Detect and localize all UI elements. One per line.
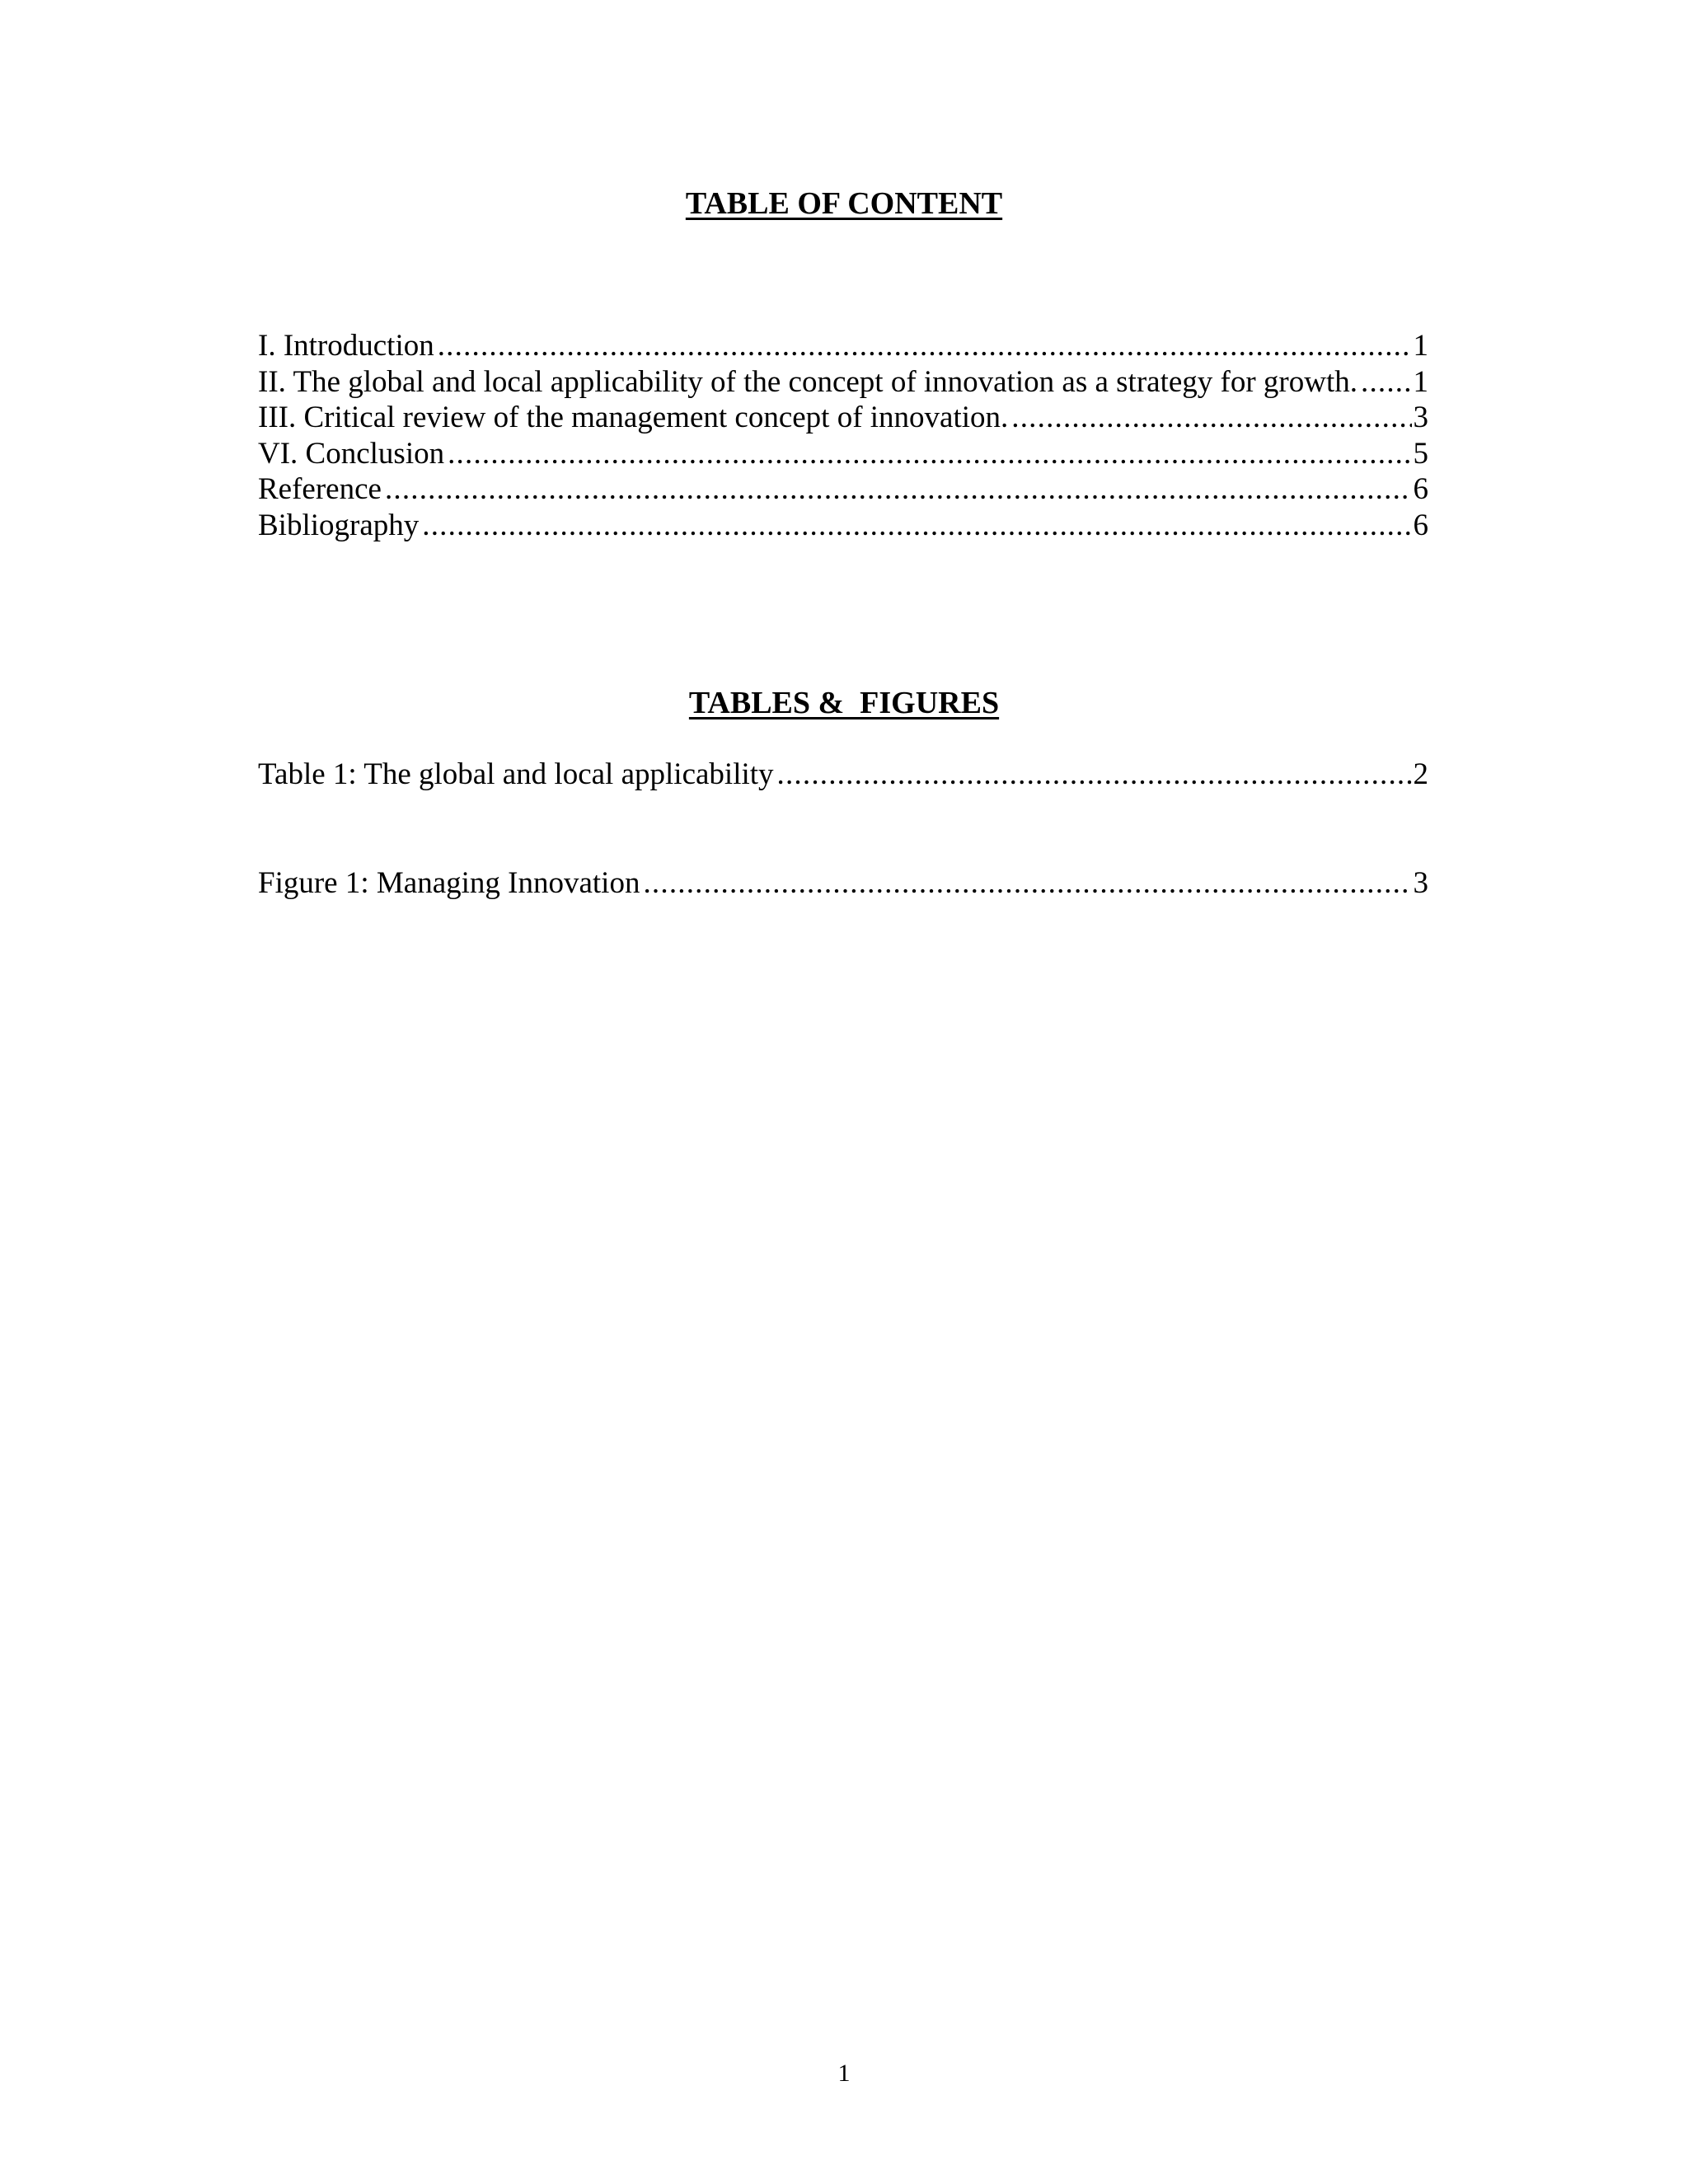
toc-entry-label: I. Introduction <box>258 329 434 363</box>
toc-entry-page: 6 <box>1413 508 1428 542</box>
tables-figures-title <box>0 685 1688 721</box>
toc-entry-page: 3 <box>1413 401 1428 434</box>
dot-leader <box>643 865 1411 902</box>
dot-leader <box>1361 364 1412 401</box>
dot-leader <box>777 757 1412 793</box>
toc-entry-label: II. The global and local applicability of the concept of innovation as a strategy for growth. <box>258 364 1357 399</box>
toc-entry-global-local-applicability[interactable] <box>258 364 1428 401</box>
toc-entry-label: Bibliography <box>258 508 420 542</box>
dot-leader <box>438 328 1412 364</box>
dot-leader <box>448 436 1411 472</box>
toc-entry-conclusion[interactable] <box>258 436 1428 472</box>
toc-entry-page: 1 <box>1413 364 1428 399</box>
toc-entry-introduction[interactable] <box>258 328 1428 364</box>
tables-figures-title-text: TABLES & FIGURES <box>688 686 1000 720</box>
toc-entry-page: 6 <box>1413 472 1428 506</box>
toc-entry-page: 1 <box>1413 329 1428 363</box>
dot-leader <box>422 508 1411 544</box>
toc-entry-label: Reference <box>258 472 382 506</box>
toc-entry-label: VI. Conclusion <box>258 436 445 471</box>
table-entry-label: Table 1: The global and local applicability <box>258 757 774 791</box>
toc-title <box>0 185 1688 222</box>
table-entry-page: 2 <box>1413 757 1428 791</box>
toc-list <box>258 328 1428 543</box>
toc-title-text: TABLE OF CONTENT <box>685 186 1003 221</box>
dot-leader <box>1011 400 1411 436</box>
toc-entry-bibliography[interactable] <box>258 508 1428 544</box>
dot-leader <box>385 471 1412 508</box>
figure-entry-label: Figure 1: Managing Innovation <box>258 866 640 900</box>
toc-entry-label: III. Critical review of the management concept of innovation. <box>258 401 1009 434</box>
toc-entry-reference[interactable] <box>258 471 1428 508</box>
table-entry[interactable] <box>258 757 1428 793</box>
figure-entry-page: 3 <box>1413 866 1428 900</box>
figure-entry[interactable] <box>258 865 1428 902</box>
tables-figures-list-figure <box>258 865 1428 902</box>
toc-entry-page: 5 <box>1413 436 1428 471</box>
page-number: 1 <box>837 2060 851 2087</box>
tables-figures-list-table <box>258 757 1428 793</box>
toc-entry-critical-review[interactable] <box>258 400 1428 436</box>
